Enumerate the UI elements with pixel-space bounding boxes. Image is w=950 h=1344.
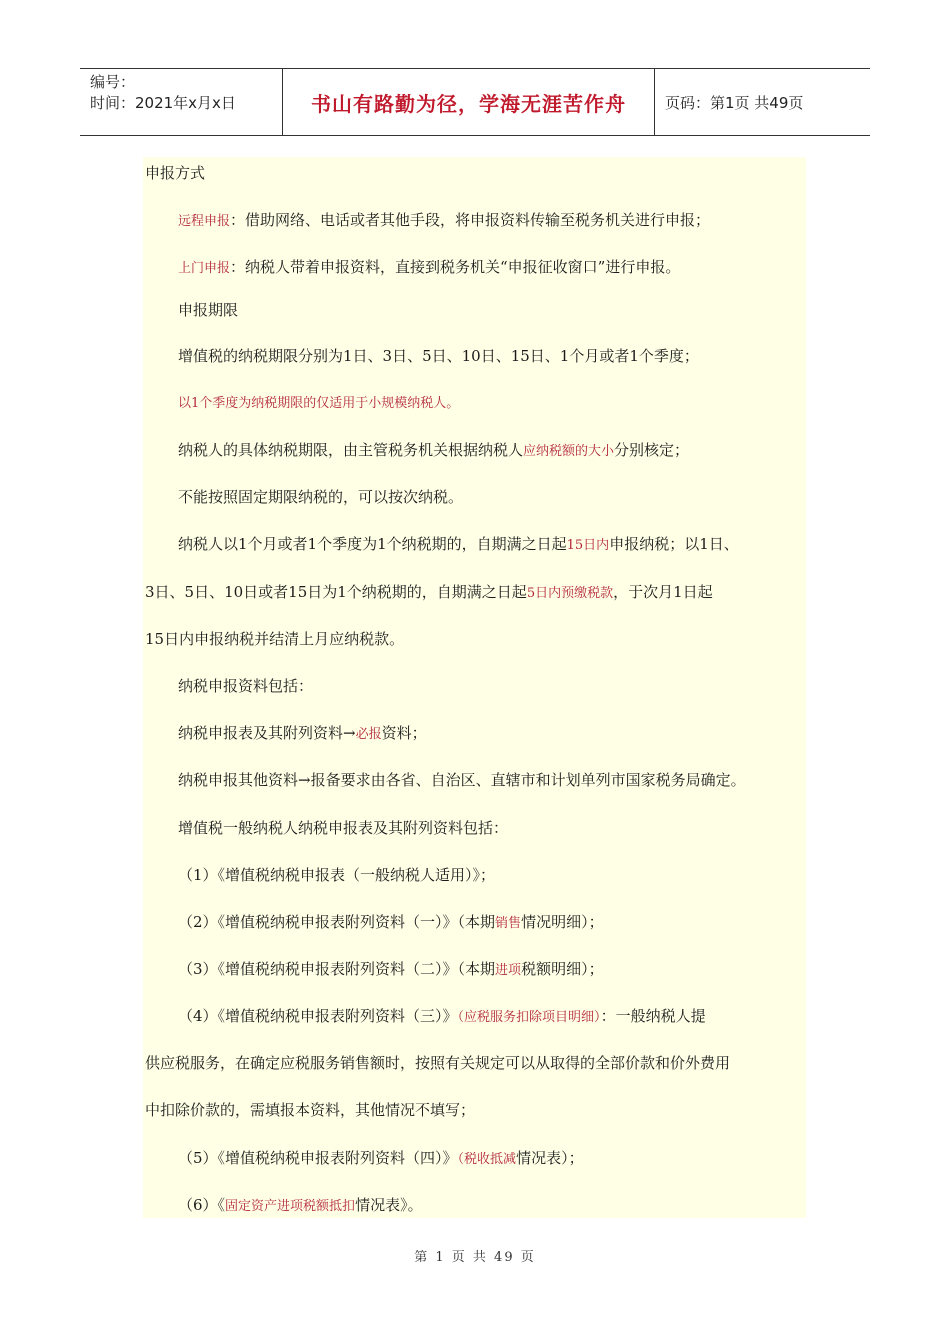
note-quarterly-small-taxpayer: 以1个季度为纳税期限的仅适用于小规模纳税人。 [178,396,460,411]
list-item-1: （1）《增值税纳税申报表（一般纳税人适用）》； [178,866,496,884]
paragraph-general-taxpayer-list: 增值税一般纳税人纳税申报表及其附列资料包括： [178,819,509,837]
header-meta [80,69,282,135]
document-number-label: 编号： [90,73,136,91]
heading-declaration-period: 申报期限 [178,301,239,319]
paragraph-deadline-line-1: 纳税人以1个月或者1个季度为1个纳税期的，自期满之日起15日内申报纳税；以1日、 [178,535,739,553]
document-body [143,157,806,1218]
list-item-3: （3）《增值税纳税申报表附列资料（二）》（本期进项税额明细）； [178,960,604,978]
header-page-info: 页码：第1页 共49页 [665,93,804,112]
paragraph-required-materials: 纳税申报表及其附列资料→必报资料； [178,724,427,742]
list-item-4-continued-1: 供应税服务，在确定应税服务销售额时，按照有关规定可以从取得的全部价款和价外费用 [145,1054,731,1072]
document-time-label: 时间：2021年x月x日 [90,94,236,112]
list-item-4-continued-2: 中扣除价款的，需填报本资料，其他情况不填写； [145,1101,476,1119]
paragraph-onsite-declaration: 上门申报：纳税人带着申报资料，直接到税务机关“申报征收窗口”进行申报。 [178,258,681,276]
paragraph-deadline-line-3: 15日内申报纳税并结清上月应纳税款。 [145,630,405,648]
list-item-4: （4）《增值税纳税申报表附列资料（三）》（应税服务扣除项目明细）：一般纳税人提 [178,1007,706,1025]
paragraph-materials-intro: 纳税申报资料包括： [178,677,314,695]
paragraph-per-transaction: 不能按照固定期限纳税的，可以按次纳税。 [178,488,464,506]
list-item-2: （2）《增值税纳税申报表附列资料（一）》（本期销售情况明细）； [178,913,604,931]
paragraph-tax-periods: 增值税的纳税期限分别为1日、3日、5日、10日、15日、1个月或者1个季度； [178,347,699,365]
list-item-6: （6）《固定资产进项税额抵扣情况表》。 [178,1196,423,1214]
header-motto: 书山有路勤为径，学海无涯苦作舟 [282,69,655,135]
paragraph-deadline-line-2: 3日、5日、10日或者15日为1个纳税期的，自期满之日起5日内预缴税款，于次月1日起 [145,583,713,601]
page-footer: 第 1 页 共 49 页 [414,1250,536,1265]
heading-declaration-method: 申报方式 [145,164,206,182]
paragraph-other-materials: 纳税申报其他资料→报备要求由各省、自治区、直辖市和计划单列市国家税务局确定。 [178,771,746,789]
list-item-5: （5）《增值税纳税申报表附列资料（四）》（税收抵减情况表）； [178,1149,584,1167]
paragraph-remote-declaration: 远程申报：借助网络、电话或者其他手段，将申报资料传输至税务机关进行申报； [178,211,711,229]
paragraph-specific-period: 纳税人的具体纳税期限，由主管税务机关根据纳税人应纳税额的大小分别核定； [178,441,690,459]
page-header [80,68,870,136]
